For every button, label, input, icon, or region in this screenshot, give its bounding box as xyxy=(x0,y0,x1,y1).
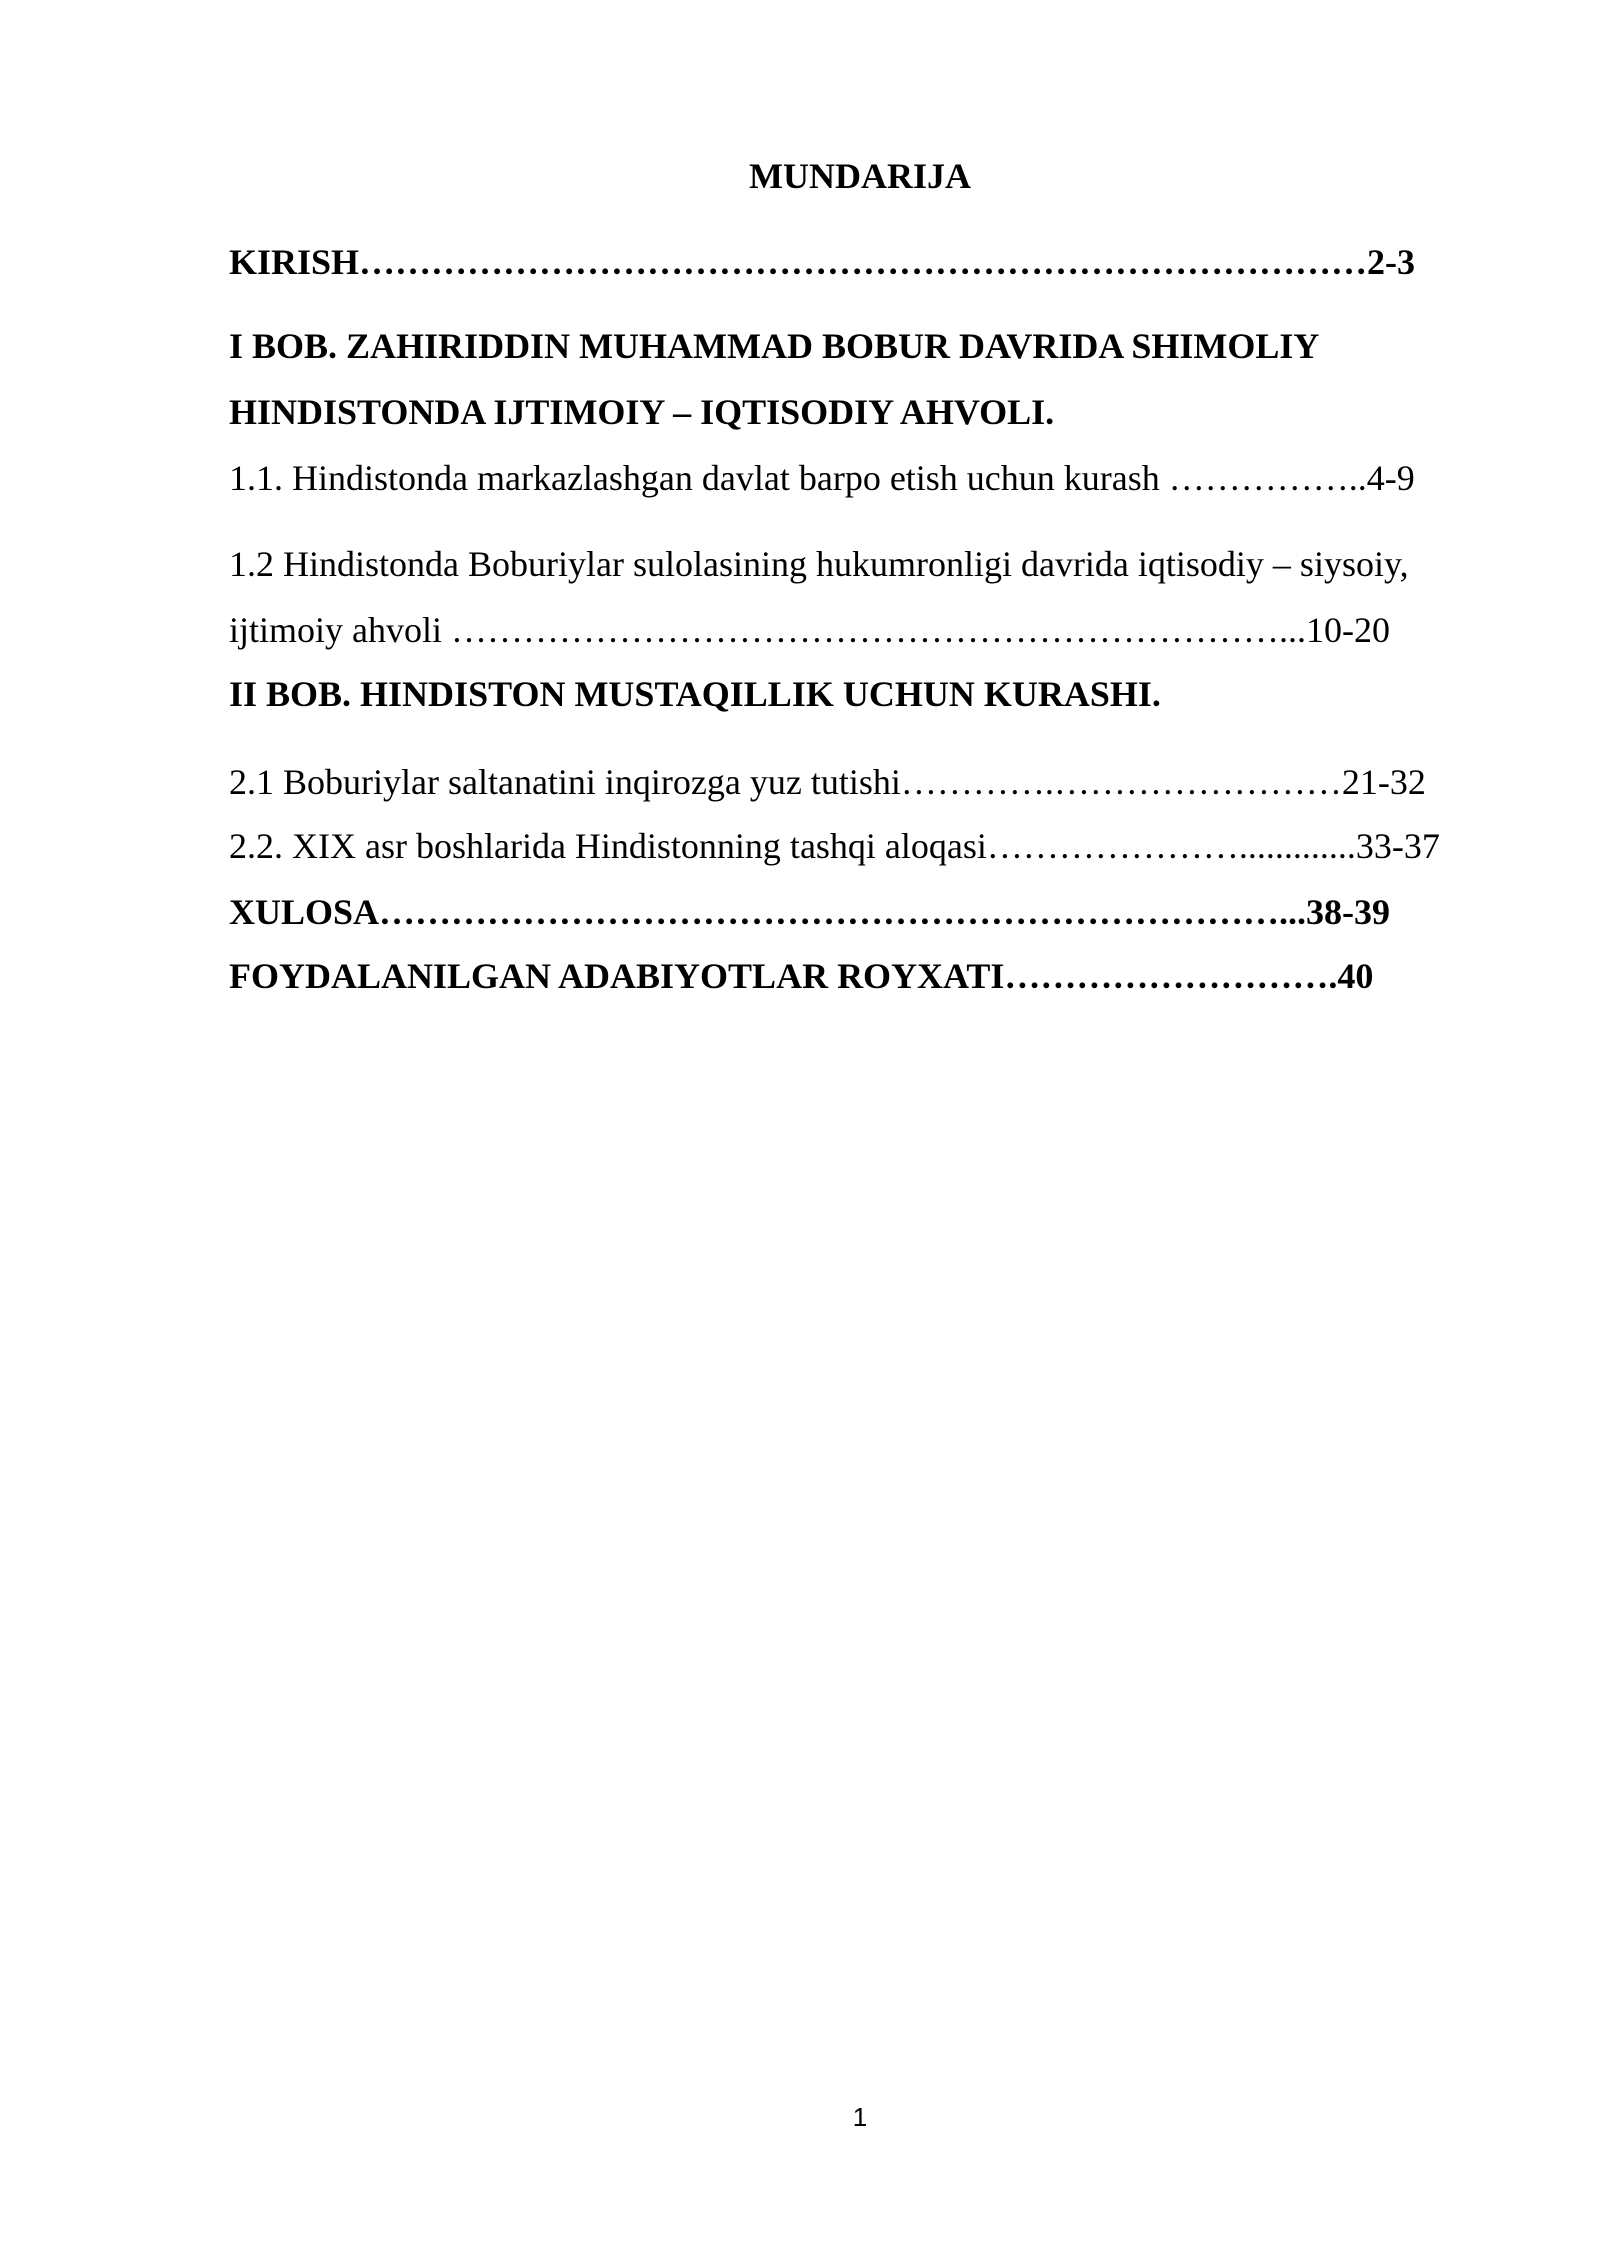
toc-section-2-1: 2.1 Boburiylar saltanatini inqirozga yuz tutishi………….……………………21-32 xyxy=(229,762,1426,802)
toc-entry-bibliography: FOYDALANILGAN ADABIYOTLAR ROYXATI……………………….40 xyxy=(229,956,1374,996)
toc-section-2-2: 2.2. XIX asr boshlarida Hindistonning tashqi aloqasi………………….............33-37 xyxy=(229,826,1440,866)
page-title: MUNDARIJA xyxy=(749,156,971,196)
toc-section-1-1: 1.1. Hindistonda markazlashgan davlat barpo etish uchun kurash ……………..4-9 xyxy=(229,458,1415,498)
toc-chapter-1-line-2: HINDISTONDA IJTIMOIY – IQTISODIY AHVOLI. xyxy=(229,392,1055,432)
toc-entry-kirish: KIRISH…………………………………………………………………………2-3 xyxy=(229,242,1416,282)
page-number: 1 xyxy=(852,2102,868,2132)
toc-chapter-2: II BOB. HINDISTON MUSTAQILLIK UCHUN KURASHI. xyxy=(229,674,1161,714)
toc-section-1-2-line-1: 1.2 Hindistonda Boburiylar sulolasining hukumronligi davrida iqtisodiy – siysoiy, xyxy=(229,544,1409,584)
toc-section-1-2-line-2: ijtimoiy ahvoli ……………………………………………………………...10-20 xyxy=(229,610,1390,650)
toc-chapter-1-line-1: I BOB. ZAHIRIDDIN MUHAMMAD BOBUR DAVRIDA SHIMOLIY xyxy=(229,326,1320,366)
toc-entry-xulosa: XULOSA…………………………………………………………………...38-39 xyxy=(229,892,1391,932)
